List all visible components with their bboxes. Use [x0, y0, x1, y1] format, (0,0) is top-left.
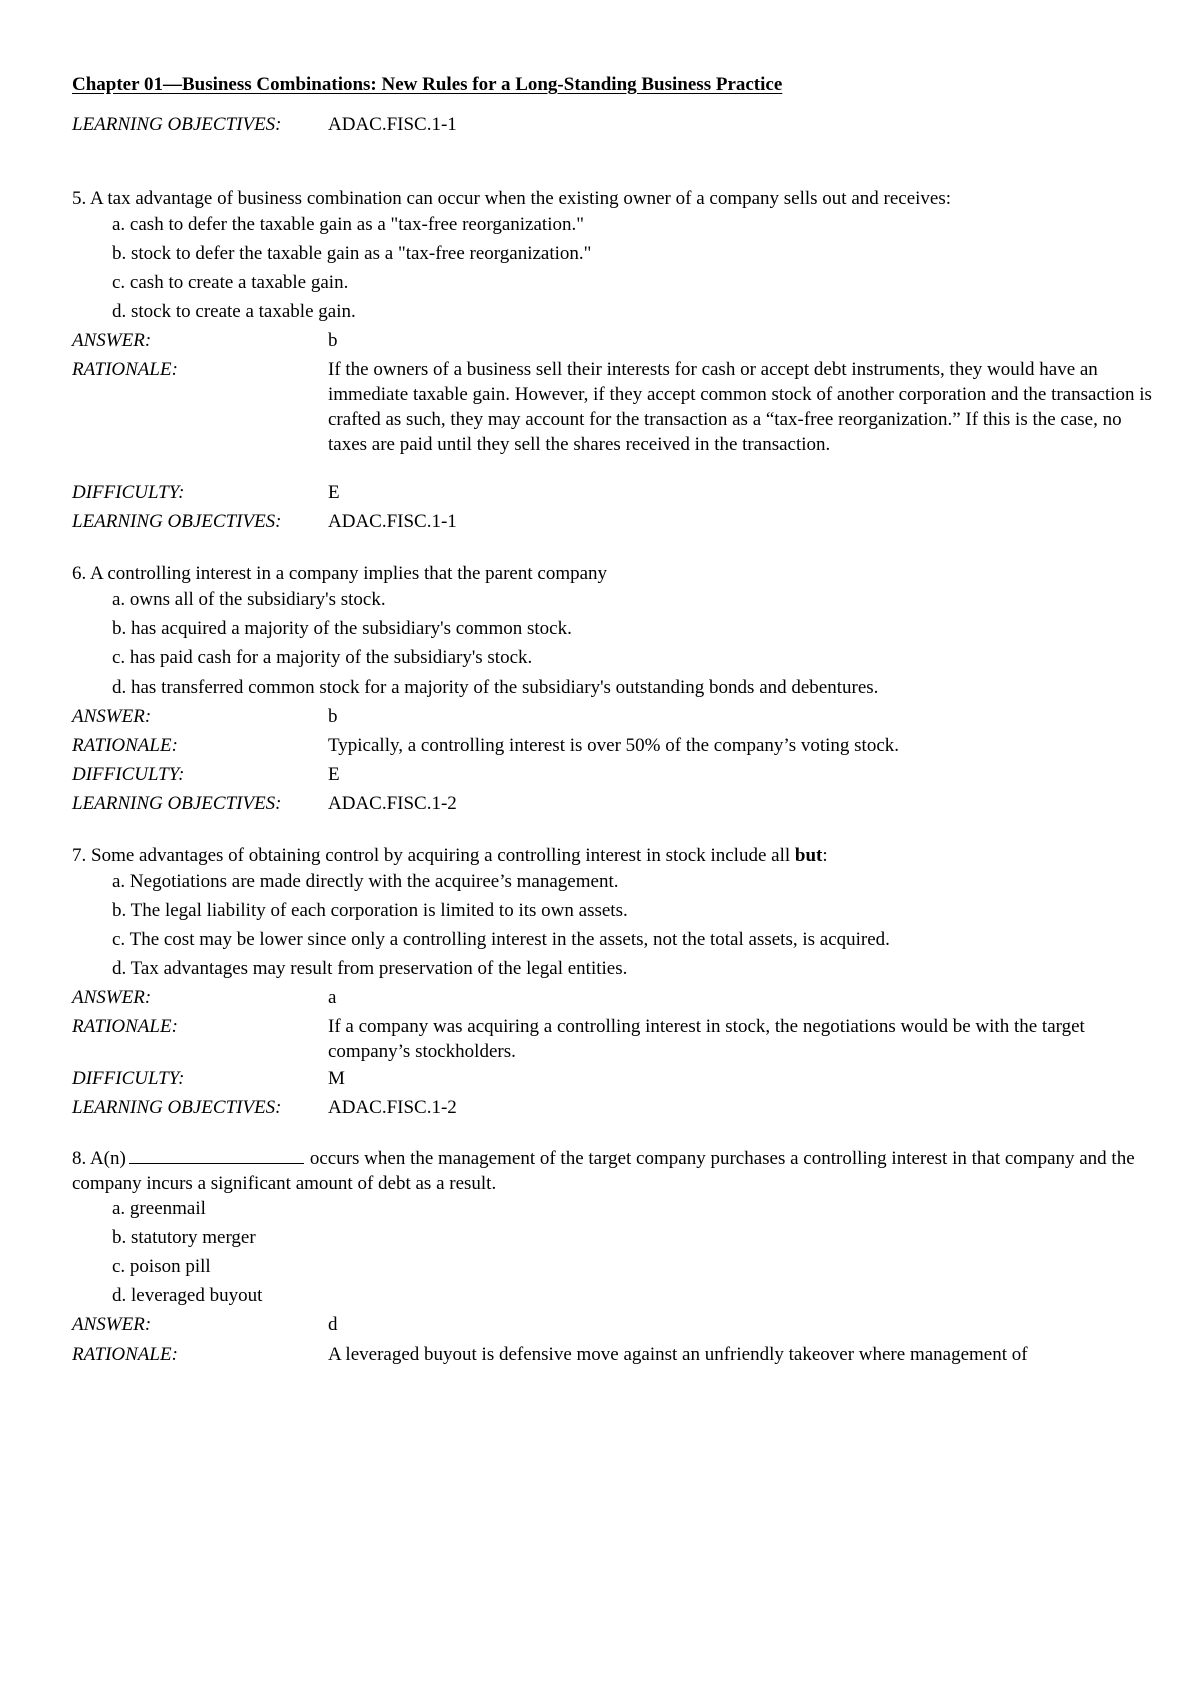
question-stem-start: 8. A(n) — [72, 1148, 126, 1169]
rationale-label: RATIONALE: — [72, 735, 178, 756]
question-stem-end: : — [822, 845, 828, 866]
difficulty-label: DIFFICULTY: — [72, 1068, 185, 1089]
choice-a: a. greenmail — [112, 1198, 206, 1219]
difficulty-value: M — [328, 1068, 345, 1089]
difficulty-label: DIFFICULTY: — [72, 482, 185, 503]
choice-d: d. leveraged buyout — [112, 1285, 263, 1306]
answer-value: b — [328, 330, 338, 351]
question-stem — [72, 843, 1157, 868]
question-stem — [72, 1146, 1157, 1196]
learning-objectives-value: ADAC.FISC.1-2 — [328, 793, 457, 814]
difficulty-value: E — [328, 482, 340, 503]
choice-a: a. Negotiations are made directly with the acquiree’s management. — [112, 871, 619, 892]
question-stem: 5. A tax advantage of business combination can occur when the existing owner of a company sells out and receives: — [72, 188, 952, 209]
answer-label: ANSWER: — [72, 330, 152, 351]
learning-objectives-value: ADAC.FISC.1-2 — [328, 1097, 457, 1118]
question-stem: 6. A controlling interest in a company implies that the parent company — [72, 563, 608, 584]
choice-a: a. owns all of the subsidiary's stock. — [112, 589, 386, 610]
header-lo-label: LEARNING OBJECTIVES: — [72, 114, 282, 135]
choice-b: b. statutory merger — [112, 1227, 256, 1248]
rationale-label: RATIONALE: — [72, 359, 178, 380]
answer-label: ANSWER: — [72, 1314, 152, 1335]
choice-b: b. has acquired a majority of the subsidiary's common stock. — [112, 618, 572, 639]
choice-c: c. The cost may be lower since only a controlling interest in the assets, not the total assets, is acquired. — [112, 929, 890, 950]
difficulty-label: DIFFICULTY: — [72, 764, 185, 785]
choice-d: d. Tax advantages may result from preservation of the legal entities. — [112, 958, 628, 979]
choice-b: b. The legal liability of each corporation is limited to its own assets. — [112, 900, 628, 921]
choice-c: c. poison pill — [112, 1256, 211, 1277]
answer-label: ANSWER: — [72, 706, 152, 727]
rationale-text: If the owners of a business sell their interests for cash or accept debt instruments, they would have an immediate taxable gain. However, if they accept common stock of another corporation and the transaction is crafted as such, they may account for the transaction as a “tax-free reorganization.” If this is the case, no taxes are paid until they sell the shares received in the transaction. — [328, 359, 1152, 455]
header-lo-value: ADAC.FISC.1-1 — [328, 114, 457, 135]
answer-value: a — [328, 987, 337, 1008]
rationale-text: A leveraged buyout is defensive move against an unfriendly takeover where management of — [328, 1344, 1028, 1365]
question-stem-emphasis: but — [794, 845, 823, 866]
chapter-title: Chapter 01—Business Combinations: New Rules for a Long-Standing Business Practice — [72, 74, 783, 95]
question-stem-text: 7. Some advantages of obtaining control by acquiring a controlling interest in stock include all — [72, 845, 795, 866]
choice-d: d. has transferred common stock for a majority of the subsidiary's outstanding bonds and debentures. — [112, 677, 879, 698]
rationale-text: If a company was acquiring a controlling interest in stock, the negotiations would be with the target company’s stockholders. — [328, 1016, 1085, 1062]
answer-value: b — [328, 706, 338, 727]
choice-b: b. stock to defer the taxable gain as a "tax-free reorganization." — [112, 243, 592, 264]
answer-label: ANSWER: — [72, 987, 152, 1008]
rationale-label: RATIONALE: — [72, 1344, 178, 1365]
learning-objectives-label: LEARNING OBJECTIVES: — [72, 793, 282, 814]
learning-objectives-label: LEARNING OBJECTIVES: — [72, 511, 282, 532]
choice-c: c. has paid cash for a majority of the subsidiary's stock. — [112, 647, 533, 668]
difficulty-value: E — [328, 764, 340, 785]
answer-value: d — [328, 1314, 338, 1335]
rationale-text: Typically, a controlling interest is over 50% of the company’s voting stock. — [328, 735, 900, 756]
learning-objectives-value: ADAC.FISC.1-1 — [328, 511, 457, 532]
question-stem-rest: occurs when the management of the target company purchases a controlling interest in that company and the company incurs a significant amount of debt as a result. — [72, 1148, 1135, 1194]
rationale-label: RATIONALE: — [72, 1016, 178, 1037]
choice-d: d. stock to create a taxable gain. — [112, 301, 356, 322]
learning-objectives-label: LEARNING OBJECTIVES: — [72, 1097, 282, 1118]
choice-a: a. cash to defer the taxable gain as a "tax-free reorganization." — [112, 214, 584, 235]
fill-in-blank — [129, 1147, 304, 1164]
choice-c: c. cash to create a taxable gain. — [112, 272, 349, 293]
